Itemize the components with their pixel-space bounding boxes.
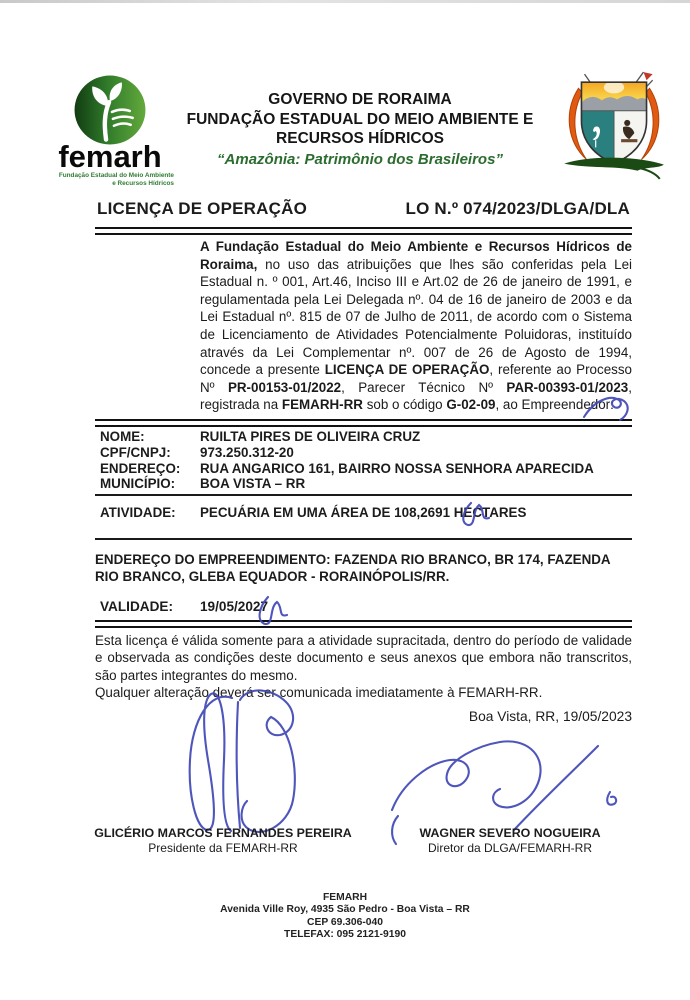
footer-org-name: FEMARH (322, 892, 368, 903)
holder-info-table (100, 429, 632, 492)
signatory-president-block (88, 826, 358, 856)
grant-paragraph: A Fundação Estadual do Meio Ambiente e Recursos Hídricos de Roraima, no uso das atribuições que lhes são conferidas pela Lei Estadual n. º 001, Art.46, Inciso III e Art.02 de 26 de janeiro de 1991, e regulamentada pela Lei Delegada nº. 04 de 16 de janeiro de 2003 e da Lei Estadual nº. 815 de 07 de Julho de 2011, de acordo com o Sistema de Licenciamento de Atividades Potencialmente Poluidoras, instituído através da Lei Complementar nº. 007 de 26 de Agosto de 1994, concede a presente LICENÇA DE OPERAÇÃO, referente ao Processo Nº PR-00153-01/2022, Parecer Técnico Nº PAR-00393-01/2023, registrada na FEMARH-RR sob o código G-02-09, ao Empreendedor: (200, 239, 632, 413)
scan-edge-artifact (0, 0, 690, 3)
table-row (100, 429, 632, 445)
activity-label: ATIVIDADE: (100, 505, 176, 520)
signatory-director-name: WAGNER SEVERO NOGUEIRA (419, 826, 601, 840)
holder-address-value: RUA ANGARICO 161, BAIRRO NOSSA SENHORA APARECIDA (200, 460, 594, 476)
document-title-row (97, 199, 630, 219)
org-line-foundation: FUNDAÇÃO ESTADUAL DO MEIO AMBIENTE E (186, 110, 534, 128)
footer-cep: CEP 69.306-040 (307, 916, 383, 928)
enterprise-address: ENDEREÇO DO EMPREENDIMENTO: FAZENDA RIO BRANCO, BR 174, FAZENDA RIO BRANCO, GLEBA EQUADOR - RORAINÓPOLIS/RR. (95, 552, 611, 584)
femarh-wordmark: femarh (58, 139, 162, 174)
femarh-tagline-line2: e Recursos Hídricos (112, 179, 174, 187)
signatory-president-role: Presidente da FEMARH-RR (148, 841, 298, 855)
holder-address-label: ENDEREÇO: (100, 460, 181, 476)
footer-telefax: TELEFAX: 095 2121-9190 (284, 928, 406, 940)
holder-name-value: RUILTA PIRES DE OLIVEIRA CRUZ (200, 429, 421, 444)
header-motto: “Amazônia: Patrimônio dos Brasileiros” (217, 151, 503, 168)
header-org-name (150, 90, 570, 149)
signatory-president-name: GLICÉRIO MARCOS FERNANDES PEREIRA (94, 826, 352, 840)
signatory-director-role: Diretor da DLGA/FEMARH-RR (427, 841, 593, 855)
terms-paragraphs (95, 632, 632, 702)
org-line-government: GOVERNO DE RORAIMA (268, 91, 452, 108)
validity-value: 19/05/2027 (200, 599, 269, 614)
signatory-director-block (390, 826, 630, 856)
holder-city-value: BOA VISTA – RR (200, 476, 306, 492)
divider-under-validity (95, 620, 632, 628)
footer-contact-block (0, 892, 690, 941)
document-type-title: LICENÇA DE OPERAÇÃO (97, 199, 308, 218)
terms-paragraph-2: Qualquer alteração deverá ser comunicada imediatamente à FEMARH-RR. (95, 685, 543, 701)
holder-cpf-label: CPF/CNPJ: (100, 444, 171, 460)
activity-row (100, 505, 632, 520)
roraima-coat-of-arms-icon (558, 68, 670, 188)
table-row (100, 461, 632, 477)
femarh-tagline (42, 172, 178, 187)
divider-under-title (95, 227, 632, 235)
femarh-tagline-line1: Fundação Estadual do Meio Ambiente (58, 172, 174, 179)
holder-city-label: MUNICÍPIO: (100, 476, 176, 492)
table-row (100, 476, 632, 492)
activity-value: PECUÁRIA EM UMA ÁREA DE 108,2691 HECTARES (200, 505, 527, 520)
place-and-date: Boa Vista, RR, 19/05/2023 (468, 709, 632, 724)
divider-under-activity (95, 538, 632, 540)
license-number: LO N.º 074/2023/DLGA/DLA (405, 199, 630, 218)
table-row (100, 445, 632, 461)
holder-cpf-value: 973.250.312-20 (200, 444, 294, 460)
terms-paragraph-1: Esta licença é válida somente para a atividade supracitada, dentro do período de validade e observada as condições deste documento e seus anexos que embora não transcritos, são partes integrantes do mesmo. (95, 633, 632, 683)
validity-label: VALIDADE: (100, 599, 173, 614)
footer-street-address: Avenida Ville Roy, 4935 São Pedro - Boa Vista – RR (220, 904, 470, 916)
validity-row (100, 599, 632, 614)
org-line-resources: RECURSOS HÍDRICOS (276, 130, 444, 147)
holder-name-label: NOME: (100, 429, 145, 444)
divider-under-holder (95, 494, 632, 496)
divider-above-holder (95, 419, 632, 427)
